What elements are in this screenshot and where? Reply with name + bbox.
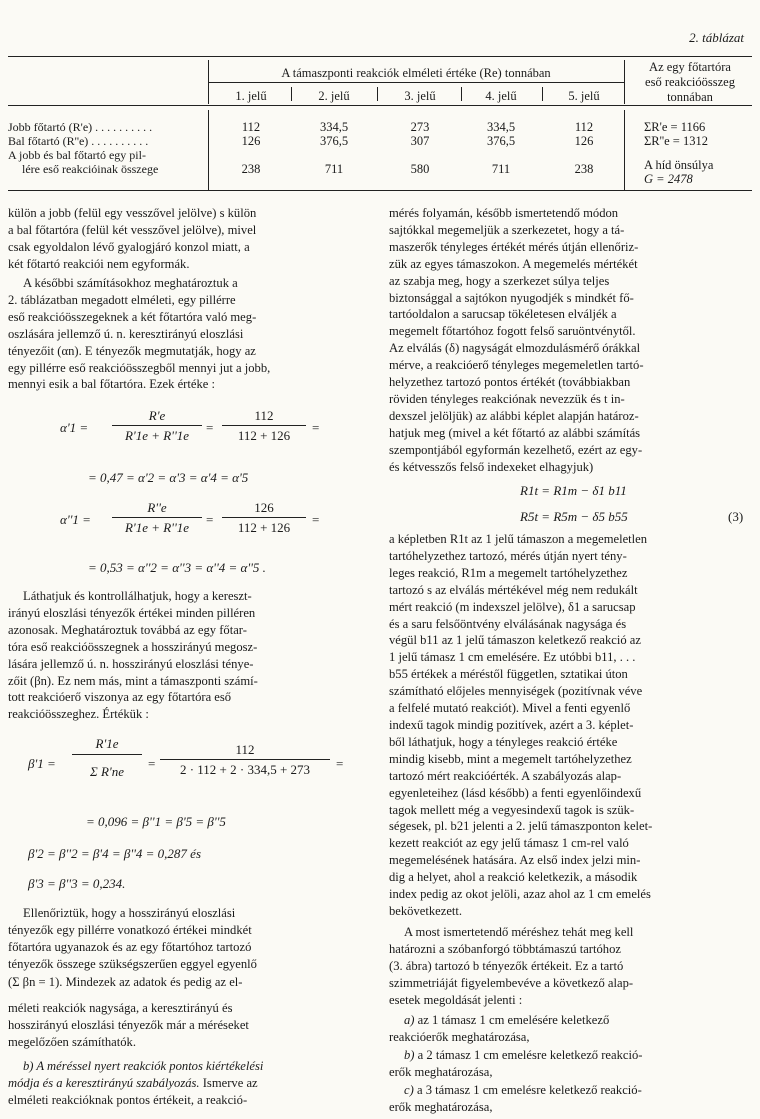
table-number-label: 2. táblázat <box>689 30 744 45</box>
table-right-cell: G = 2478 <box>644 172 693 186</box>
table-cell: 238 <box>241 162 261 176</box>
equation-numerator: R'e <box>148 408 166 423</box>
equation-numerator: 112 <box>254 408 274 423</box>
table-col-divider <box>291 87 292 101</box>
equation-lhs: α''1 = <box>60 512 91 527</box>
left-paragraph-1: külön a jobb (felül egy vesszővel jelölve) s külön a bal főtartóra (felül két vesszővel jelölve), mivel csak egyoldalon lévő gyalogjáró konzol miatt, a két főtartó reakciói nem egyformák. <box>8 206 257 271</box>
table-right-cell: ΣR''e = 1312 <box>644 134 708 148</box>
fraction-bar <box>222 517 306 518</box>
equation-denominator: R'1e + R''1e <box>124 428 190 443</box>
list-item: a) az 1 támasz 1 cm emelésére keletkező reakcióerők meghatározása, <box>389 1013 610 1044</box>
equation-equals: = <box>148 756 156 771</box>
table-col-header: 2. jelű <box>318 89 350 103</box>
equation-equals: = <box>206 512 214 527</box>
left-paragraph-3: Láthatjuk és kontrollálhatjuk, hogy a kereszt- irányú eloszlási tényezők értékei minden pilléren azonosak. Meghatároztuk továbbá az egy főtar- tóra eső reakcióösszegnek a hosszirányú megosz- lására jellemző ú. n. hosszirányú eloszlási ténye- zőit (βn). Ez nem más, mint a támaszponti számí- tott reakcióerő viszonya az egy főtartóra eső reakcióösszeghez. Értékük : <box>8 589 258 722</box>
equation-numerator: R'1e <box>95 736 119 751</box>
equation-numerator: 112 <box>235 742 255 757</box>
table-right-cell: A híd önsúlya <box>644 158 714 172</box>
table-cell: 273 <box>410 120 430 134</box>
table-row-label: Bal főtartó (R''e) . . . . . . . . . . <box>8 134 149 148</box>
table-row-label: lére eső reakcióinak összege <box>22 162 159 176</box>
equation-numerator: 126 <box>254 500 274 515</box>
table-cell: 307 <box>410 134 430 148</box>
table-cell: 112 <box>241 120 261 134</box>
left-paragraph-5: b) A méréssel nyert reakciók pontos kiértékelési módja és a keresztirányú szabályozás. Ismerve az elméleti reakcióknak pontos értékeit, a reakció- <box>8 1059 264 1107</box>
equation-numerator: R''e <box>147 500 167 515</box>
table-bottom-rule <box>8 190 752 191</box>
table-cell: 580 <box>410 162 430 176</box>
table-vrule <box>208 110 209 190</box>
table-col-header: 5. jelű <box>568 89 600 103</box>
fraction-bar <box>160 759 330 760</box>
table-cell: 711 <box>324 162 344 176</box>
equation-line: R5t = R5m − δ5 b55 <box>520 509 628 524</box>
equation-denominator: Σ R'ne <box>90 764 124 779</box>
table-top-rule <box>8 56 752 57</box>
equation-denominator: 112 + 126 <box>237 428 291 443</box>
table-cell: 126 <box>574 134 594 148</box>
table-cell: 112 <box>574 120 594 134</box>
table-right-header: eső reakcióösszeg <box>645 75 735 89</box>
fraction-bar <box>112 425 202 426</box>
equation-result: = 0,53 = α''2 = α''3 = α''4 = α''5 . <box>88 560 266 575</box>
equation-line: β'3 = β''3 = 0,234. <box>28 876 126 891</box>
equation-lhs: α'1 = <box>60 420 89 435</box>
left-paragraph-4: Ellenőriztük, hogy a hosszirányú eloszlási tényezők egy pillérre vonatkozó értékei mindkét főtartóra ugyanazok és az egy főtartóhoz tartozó tényezők összege szükségszerűen eggyel egyenlő <box>8 906 257 971</box>
table-header-bottom-rule <box>8 105 752 106</box>
right-paragraph-2: a képletben R1t az 1 jelű támaszon a megemeletlen tartóhelyzethez tartozó, mérés útján nyert tény- leges reakció, R1m a megemelt tartóhelyzethez tartozó s az elválás mértékével még nem redukált mért reakció (m indexszel jelölve), δ1 a sarucsap és a saru felsőöntvény elválásának nagysága és végül b11 az 1 jelű támaszon keletkező reakció az 1 jelű támasz 1 cm emelésére. Ez utóbbi b11, . . . b55 értékek a méréstől független, sztatikai úton számítható előjeles mennyiségek (pozitívnak véve a felfelé mutató reakciót). Mivel a fenti egyenlő indexű tagok mindig pozitívek, azért a 3. képlet- ből láthatjuk, hogy a tényleges reakció értéke mindig kisebb, mint a megemelt tartóhelyzethez tartozó mért reakcióérték. A szabályozás alap- egyenleteihez (lásd később) a fenti egyenlőindexű tagok mellett még a vegyesindexű tagok is szük- ségesek, pl. b21 jelenti a 2. jelű támaszponton kelet- kezett reakciót az egy jelű támasz 1 cm-rel való megemelésének hatására. Az első index jelzi min- dig a helyet, ahol a reakció keletkezik, a második index pedig az okot jelöli, azaz ahol az 1 cm emelés bekövetkezett. <box>389 532 653 918</box>
equation-equals: = <box>206 420 214 435</box>
list-item: c) a 3 támasz 1 cm emelésre keletkező reakció- erők meghatározása, <box>389 1083 642 1114</box>
table-right-header: Az egy főtartóra <box>649 60 731 74</box>
table-cell: 334,5 <box>319 120 349 134</box>
equation-result: = 0,096 = β''1 = β'5 = β''5 <box>86 814 226 829</box>
equation-denominator: 2 · 112 + 2 · 334,5 + 273 <box>179 762 311 777</box>
table-right-cell: ΣR'e = 1166 <box>644 120 706 134</box>
equation-line: β'2 = β''2 = β'4 = β''4 = 0,287 és <box>28 846 201 861</box>
table-col-header: 1. jelű <box>235 89 267 103</box>
left-paragraph-2: A későbbi számításokhoz meghatároztuk a 2. táblázatban megadott elméleti, egy pillérre eső reakcióösszegeknek a két főtartóra való meg- oszlására jellemző ú. n. keresztirányú eloszlási tényezőit (αn). E tényezők megmutatják, hogy az egy pillérre eső reakcióösszegből mennyi jut a jobb, mennyi esik a bal főtartóra. Ezek értéke : <box>8 276 271 392</box>
fraction-bar <box>222 425 306 426</box>
table-row-label: Jobb főtartó (R'e) . . . . . . . . . . <box>8 120 153 134</box>
table-cell: 334,5 <box>486 120 516 134</box>
table-col-header: 4. jelű <box>485 89 517 103</box>
equation-denominator: 112 + 126 <box>237 520 291 535</box>
table-header-main: A támaszponti reakciók elméleti értéke (Re) tonnában <box>281 66 551 80</box>
right-paragraph-1: mérés folyamán, később ismertetendő módon sajtókkal megemeljük a szerkezetet, hogy a tá- maszerők tényleges értékét mérés útján ellenőriz- zük az egyes támaszokon. A megemelés mértékét az szabja meg, hogy a szerkezet súlya teljes biztonsággal a sajtókon nyugodjék s mindkét fő- tartóoldalon a sarucsap tökéletesen elváljék a megemelt főtartóhoz fogott felső saruöntvénytől. Az elválás (δ) nagyságát elmozdulásmérő órákkal mérve, a reakcióerő tényleges megemeletlen tartó- helyzethez tartozó pontos értékét (továbbiakban röviden tényleges reakciónak nevezzük és t in- dexszel jelöljük) az alábbi képlet alapján határoz- hatjuk meg (mivel a két főtartó az alábbi számítás szempontjából egyformán kezelhető, ezért az egy- és kétvesszős felső indexeket elhagyjuk) <box>389 206 644 474</box>
list-item: b) a 2 támasz 1 cm emelésre keletkező reakció- erők meghatározása, <box>389 1048 643 1079</box>
table-right-header: tonnában <box>667 90 713 104</box>
equation-equals: = <box>312 512 320 527</box>
table-col-divider <box>542 87 543 101</box>
equation-number: (3) <box>728 509 744 524</box>
table-header-rule <box>208 82 624 83</box>
equation-equals: = <box>336 756 344 771</box>
table-cell: 376,5 <box>486 134 516 148</box>
fraction-bar <box>112 517 202 518</box>
table-col-divider <box>461 87 462 101</box>
table-cell: 711 <box>491 162 511 176</box>
fraction-bar <box>72 754 142 755</box>
table-row-label: A jobb és bal főtartó egy pil- <box>8 148 146 162</box>
equation-lhs: β'1 = <box>28 756 56 771</box>
table-vrule <box>624 110 625 190</box>
table-cell: 238 <box>574 162 594 176</box>
left-paragraph-4-sum: (Σ βn = 1). Mindezek az adatok és pedig az el- <box>8 975 243 989</box>
equation-denominator: R'1e + R''1e <box>124 520 190 535</box>
equation-equals: = <box>312 420 320 435</box>
equation-result: = 0,47 = α'2 = α'3 = α'4 = α'5 <box>88 470 249 485</box>
table-col-divider <box>377 87 378 101</box>
table-cell: 376,5 <box>319 134 349 148</box>
right-paragraph-3: A most ismertetendő méréshez tehát meg kell határozni a szóbanforgó többtámaszú tartóhoz (3. ábra) tartozó b tényezők értékeit. Ez a tartó szimmetriáját figyelembevéve a következő alap- esetek megoldását jelenti : <box>389 925 634 1007</box>
equation-line: R1t = R1m − δ1 b11 <box>520 483 627 498</box>
left-paragraph-4-cont: méleti reakciók nagysága, a keresztirányú és hosszirányú eloszlási tényezők már a méréseket megelőzően számíthatók. <box>8 1001 249 1049</box>
table-vrule <box>624 60 625 104</box>
table-col-header: 3. jelű <box>404 89 436 103</box>
table-cell: 126 <box>241 134 261 148</box>
